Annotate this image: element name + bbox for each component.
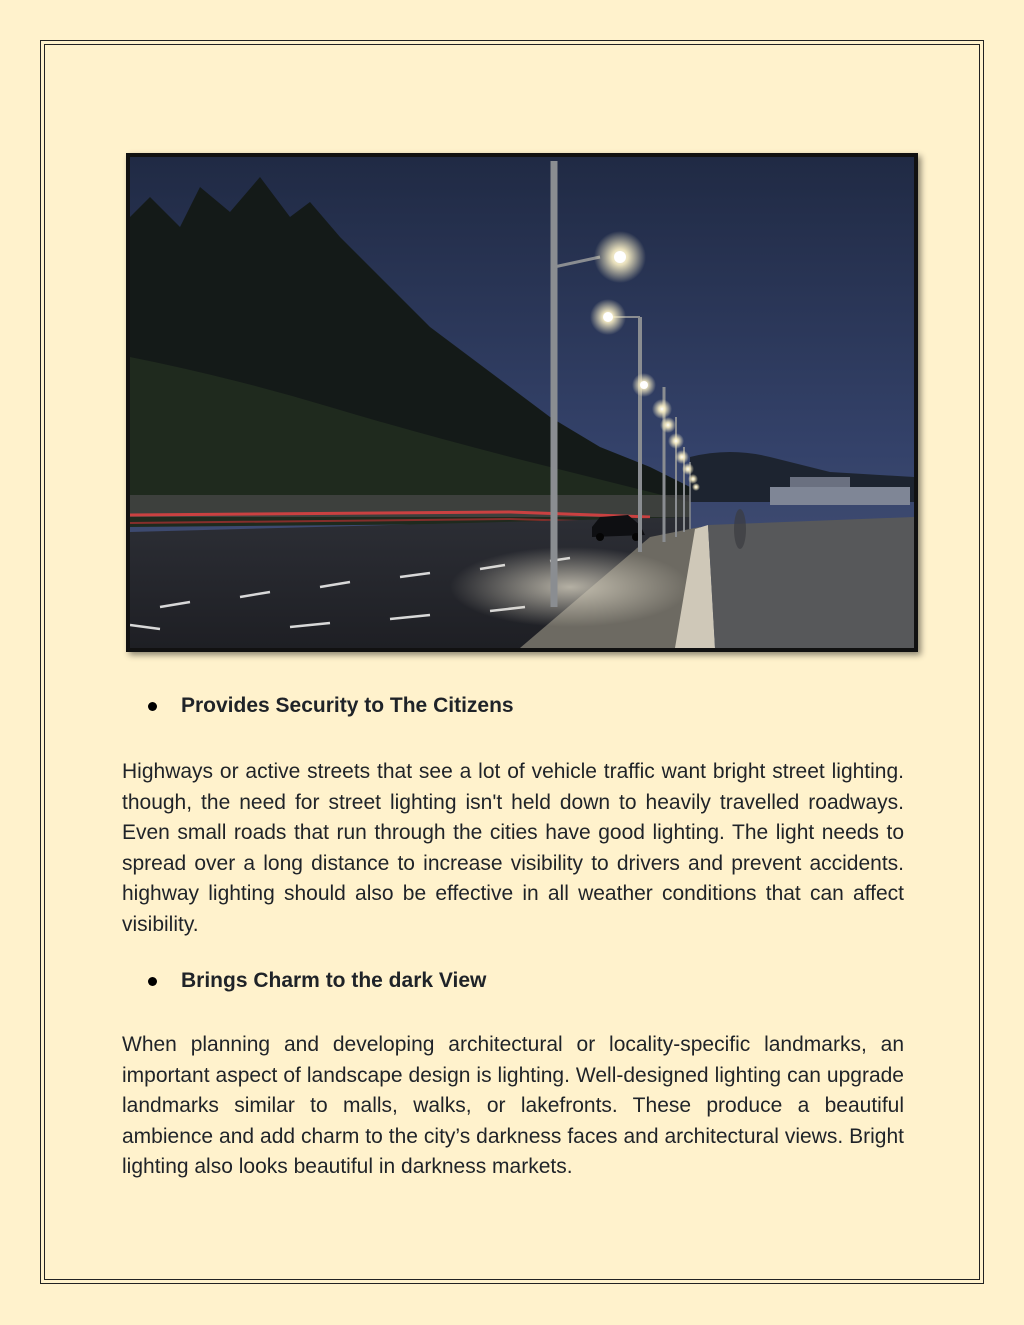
paragraph-security: Highways or active streets that see a lot of vehicle traffic want bright street lighting. though, the need for street lighting isn't held down to heavily travelled roadways. Even small roads that run through the cities have good lighting. The light needs to spread over a long distance to increase visibility to drivers and prevent accidents. highway lighting should also be effective in all weather conditions that can affect visibility. (122, 760, 904, 936)
street-lights-photo (126, 153, 918, 652)
bullet-icon (148, 977, 157, 986)
bullet-heading-security (148, 694, 514, 718)
heading-security: Provides Security to The Citizens (181, 694, 514, 717)
heading-charm: Brings Charm to the dark View (181, 969, 487, 992)
paragraph-charm: When planning and developing architectural or locality-specific landmarks, an important aspect of landscape design is lighting. Well-designed lighting can upgrade landmarks similar to malls, walks, or lakefronts. These produce a beautiful ambience and add charm to the city’s darkness faces and architectural views. Bright lighting also looks beautiful in darkness markets. (122, 1033, 904, 1178)
street-lights-at-night-image (130, 157, 914, 648)
bullet-icon (148, 702, 157, 711)
bullet-heading-charm (148, 969, 486, 993)
